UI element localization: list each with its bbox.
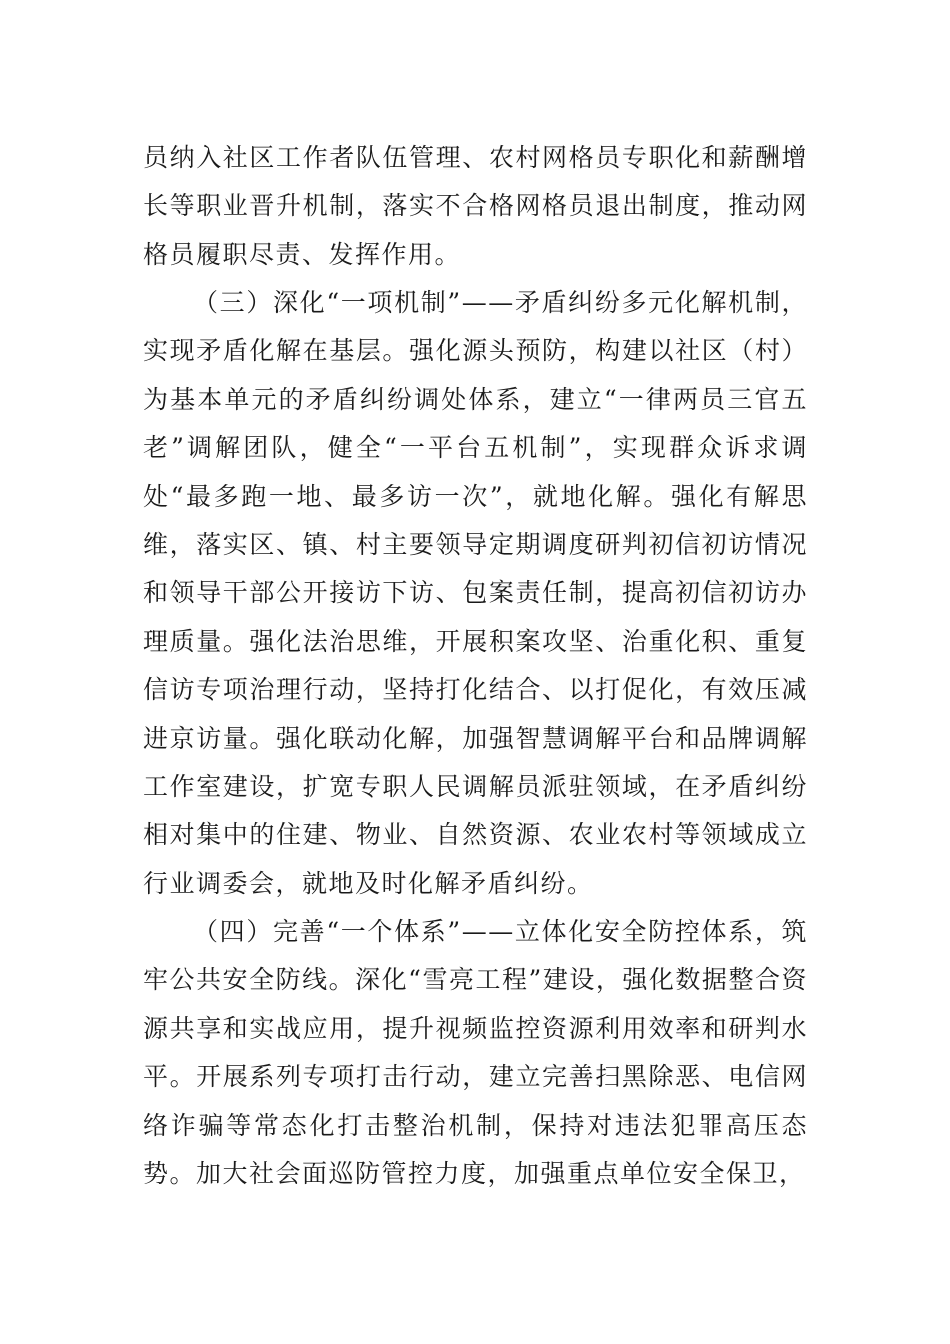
paragraph-section-four: （四）完善“一个体系”——立体化安全防控体系，筑牢公共安全防线。深化“雪亮工程”建设，强化数据整合资源共享和实战应用，提升视频监控资源利用效率和研判水平。开展系列专项打击行动，建立完善扫黑除恶、电信网络诈骗等常态化打击整治机制，保持对违法犯罪高压态势。加大社会面巡防管控力度，加强重点单位安全保卫， xyxy=(143,917,808,1189)
paragraph-section-three: （三）深化“一项机制”——矛盾纠纷多元化解机制，实现矛盾化解在基层。强化源头预防，构建以社区（村）为基本单元的矛盾纠纷调处体系，建立“一律两员三官五老”调解团队，健全“一平台五机制”，实现群众诉求调处“最多跑一地、最多访一次”，就地化解。强化有解思维，落实区、镇、村主要领导定期调度研判初信初访情况和领导干部公开接访下访、包案责任制，提高初信初访办理质量。强化法治思维，开展积案攻坚、治重化积、重复信访专项治理行动，坚持打化结合、以打促化，有效压减进京访量。强化联动化解，加强智慧调解平台和品牌调解工作室建设，扩宽专职人民调解员派驻领域，在矛盾纠纷相对集中的住建、物业、自然资源、农业农村等领域成立行业调委会，就地及时化解矛盾纠纷。 xyxy=(143,288,808,898)
paragraph-continuation: 员纳入社区工作者队伍管理、农村网格员专职化和薪酬增长等职业晋升机制，落实不合格网格员退出制度，推动网格员履职尽责、发挥作用。 xyxy=(143,143,808,269)
